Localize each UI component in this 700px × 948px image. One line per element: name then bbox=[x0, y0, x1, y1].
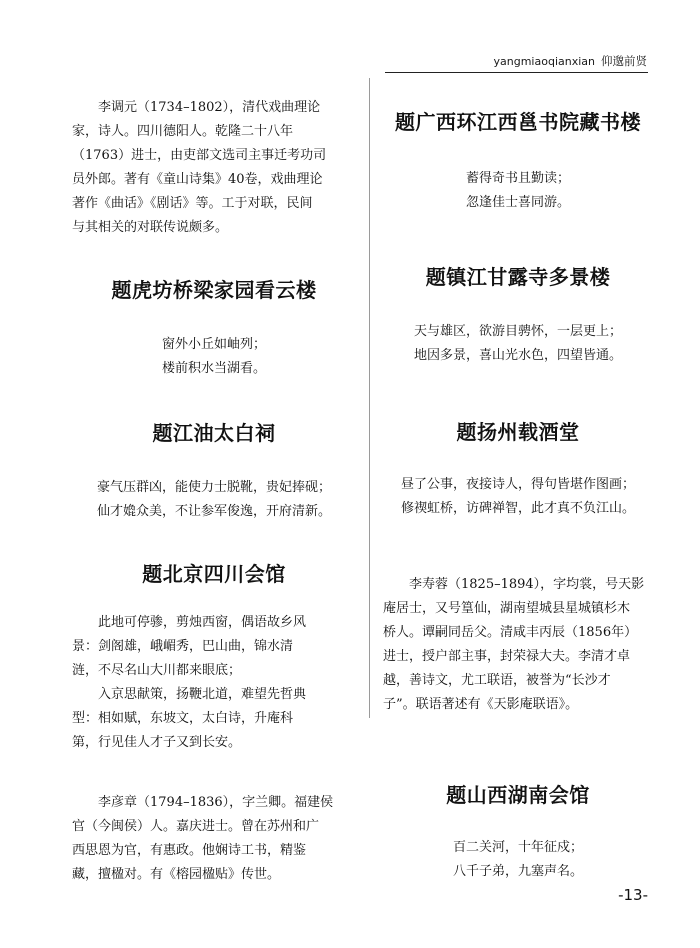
couplet bbox=[383, 473, 653, 521]
bio-line: 员外郎。著有《童山诗集》40卷，戏曲理论 bbox=[72, 172, 323, 187]
couplet-line: 天与雄区，欲游目骋怀，一层更上； bbox=[413, 324, 622, 339]
bio-li-yanzhang bbox=[72, 791, 356, 887]
couplet-line: 涟，不尽名山大川都来眼底； bbox=[72, 663, 242, 678]
bio-line: 西思恩为官，有惠政。他娴诗工书，精鉴 bbox=[72, 843, 307, 858]
bio-line: 与其相关的对联传说颇多。 bbox=[72, 220, 229, 235]
couplet bbox=[72, 476, 356, 524]
poem-title: 题镇江甘露寺多景楼 bbox=[425, 265, 611, 289]
couplet-line: 窗外小丘如岫列； bbox=[161, 337, 266, 352]
bio-line: 子”。联语著述有《天影庵联语》。 bbox=[383, 697, 579, 712]
bio-line: 官（今闽侯）人。嘉庆进士。曾在苏州和广 bbox=[72, 819, 320, 834]
header-pinyin: yangmiaoqianxian bbox=[493, 54, 595, 68]
couplet bbox=[383, 320, 653, 368]
poem-title: 题江油太白祠 bbox=[152, 421, 276, 445]
couplet bbox=[72, 333, 356, 381]
couplet-line: 昼了公事，夜接诗人，得句皆堪作图画； bbox=[400, 477, 635, 492]
poem-title: 题虎坊桥梁家园看云楼 bbox=[111, 278, 317, 302]
couplet-line: 忽逢佳士喜同游。 bbox=[465, 195, 570, 210]
left-column bbox=[72, 96, 356, 887]
couplet-line: 百二关河，十年征戍； bbox=[452, 840, 583, 855]
bio-line: （1763）进士，由吏部文选司主事迁考功司 bbox=[72, 148, 327, 163]
poem-title: 题山西湖南会馆 bbox=[446, 783, 590, 807]
bio-line: 家，诗人。四川德阳人。乾隆二十八年 bbox=[72, 124, 294, 139]
bio-li-tiaoyuan bbox=[72, 96, 356, 240]
couplet-line: 蓄得奇书且勤读； bbox=[465, 171, 570, 186]
column-divider bbox=[369, 78, 370, 718]
couplet-line: 仙才嫓众美，不让参军俊逸，开府清新。 bbox=[96, 504, 331, 519]
couplet bbox=[383, 167, 653, 215]
couplet-line: 地因多景，喜山光水色，四望皆通。 bbox=[413, 348, 622, 363]
couplet-line: 修禊虹桥，访碑禅智，此才真不负江山。 bbox=[400, 501, 635, 516]
couplet-line: 此地可停骖，剪烛西窗，偶语故乡风 bbox=[98, 615, 307, 630]
couplet-line: 型：相如赋，东坡文，太白诗，升庵科 bbox=[72, 711, 294, 726]
bio-line: 李彦章（1794–1836），字兰卿。福建侯 bbox=[98, 795, 334, 810]
couplet-line: 豪气压群凶，能使力士脱靴，贵妃捧砚； bbox=[96, 480, 331, 495]
bio-line: 进士，授户部主事，封荣禄大夫。李清才卓 bbox=[383, 649, 631, 664]
poem-title: 题扬州载酒堂 bbox=[456, 420, 580, 444]
bio-line: 李寿蓉（1825–1894），字均裳，号天影 bbox=[409, 577, 645, 592]
right-column bbox=[383, 96, 653, 884]
couplet-line: 楼前积水当湖看。 bbox=[161, 361, 266, 376]
bio-line: 著作《曲话》《剧话》等。工于对联，民间 bbox=[72, 196, 313, 211]
couplet-line: 入京思献策，扬鞭北道，难望先哲典 bbox=[98, 687, 307, 702]
poem-title: 题广西环江西邕书院藏书楼 bbox=[395, 110, 641, 134]
bio-line: 李调元（1734–1802），清代戏曲理论 bbox=[98, 100, 321, 115]
bio-line: 庵居士，又号篁仙，湖南望城县星城镇杉木 bbox=[383, 601, 631, 616]
bio-line: 桥人。谭嗣同岳父。清咸丰丙辰（1856年） bbox=[383, 625, 638, 640]
bio-line: 越，善诗文，尤工联语，被誉为“长沙才 bbox=[383, 673, 611, 688]
couplet-line: 景：剑阁雄，峨嵋秀，巴山曲，锦水清 bbox=[72, 639, 294, 654]
page-number: -13- bbox=[618, 886, 648, 904]
poem-title: 题北京四川会馆 bbox=[142, 562, 286, 586]
couplet bbox=[383, 836, 653, 884]
header-column-name: 仰邈前贤 bbox=[601, 54, 647, 68]
couplet-line: 八千子弟，九塞声名。 bbox=[452, 864, 583, 879]
header-rule bbox=[385, 72, 648, 73]
running-header bbox=[495, 52, 647, 70]
bio-li-shourong bbox=[383, 573, 653, 717]
couplet-line: 第，行见佳人才子又到长安。 bbox=[72, 735, 242, 750]
bio-line: 藏，擅楹对。有《榕园楹贴》传世。 bbox=[72, 867, 281, 882]
couplet bbox=[72, 611, 356, 755]
